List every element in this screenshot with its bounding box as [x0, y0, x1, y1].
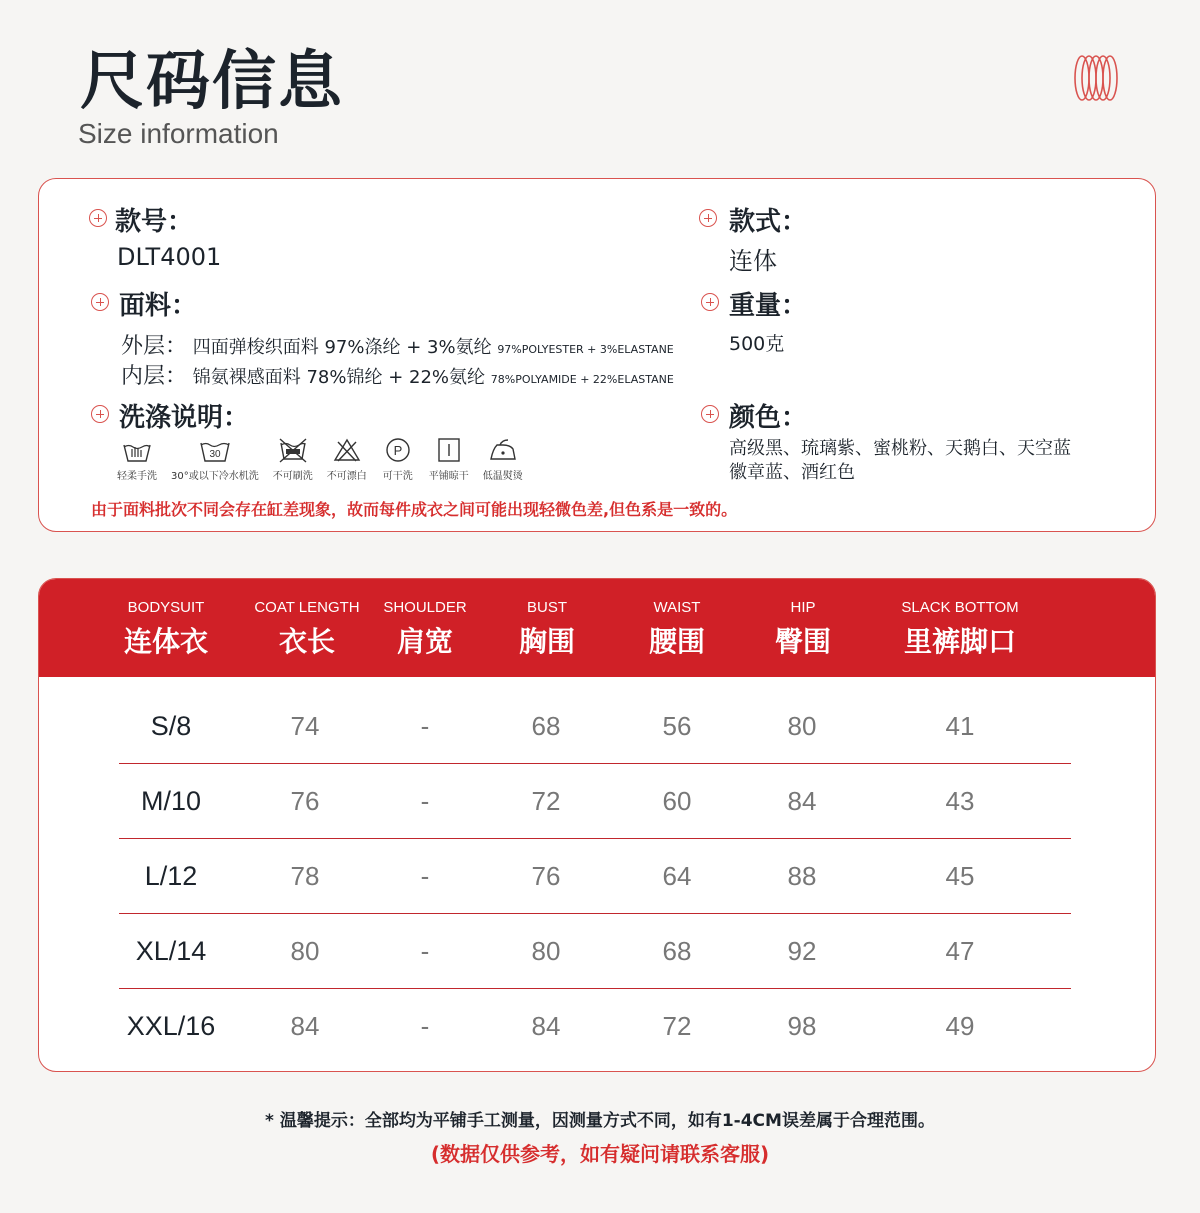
care-item: [381, 437, 415, 482]
care-text: 轻柔手洗: [117, 471, 157, 482]
coat-length-cell: 80: [290, 935, 320, 966]
col-header-bust: [519, 579, 575, 677]
slack-bottom-cell: 49: [945, 1011, 975, 1041]
wash-30-icon: [198, 437, 232, 463]
col-header-coat-length: [254, 579, 359, 677]
fabric-inner-content: 78%锦纶 + 22%氨纶: [306, 367, 486, 388]
coat-length-cell: 78: [290, 860, 320, 891]
care-item: [273, 437, 313, 482]
waist-cell: 64: [662, 860, 692, 891]
bust-cell: 72: [531, 785, 561, 816]
care-item: [429, 437, 469, 482]
care-text: 平铺晾干: [428, 471, 469, 482]
shoulder-cell: -: [420, 1011, 430, 1041]
weight-value: 500克: [729, 333, 785, 355]
dry-clean-icon: [381, 437, 415, 463]
dry-clean-letter: P: [393, 443, 403, 458]
colors-line-1: 高级黑、琉璃紫、蜜桃粉、天鹅白、天空蓝: [729, 438, 1071, 459]
plus-circle-icon: [699, 209, 717, 227]
color-difference-notice: 由于面料批次不同会存在缸差现象，故而每件成衣之间可能出现轻微色差,但色系是一致的。: [91, 500, 738, 519]
care-text: 30°或以下冷水机洗: [171, 471, 259, 482]
col-header-cn: 臀围: [774, 625, 832, 658]
slack-bottom-cell: 47: [945, 935, 975, 966]
coat-length-cell: 74: [290, 710, 320, 741]
shoulder-cell: -: [420, 935, 430, 966]
table-row: [119, 839, 1071, 914]
fabric-outer-layer: 外层：: [121, 334, 188, 359]
col-header-en: BUST: [526, 599, 568, 616]
col-header-shoulder: [383, 579, 466, 677]
size-table-header: [39, 579, 1155, 677]
bust-cell: 68: [531, 710, 561, 741]
col-header-cn: 腰围: [648, 625, 706, 658]
wash-temperature: 30: [209, 449, 221, 460]
col-header-slack-bottom: [901, 579, 1018, 677]
shoulder-cell: -: [420, 860, 430, 891]
fabric-inner: [121, 359, 674, 390]
page-subtitle: Size information: [78, 118, 279, 149]
colors-label: 颜色：: [729, 403, 808, 433]
care-instructions: [117, 437, 537, 482]
hip-cell: 98: [787, 1011, 817, 1041]
fabric-outer-content-en: 97%POLYESTER + 3%ELASTANE: [497, 343, 674, 356]
table-row: [119, 764, 1071, 839]
hip-cell: 92: [787, 935, 817, 966]
col-header-waist: [649, 579, 705, 677]
size-cell: S/8: [150, 710, 192, 741]
page-title: 尺码信息: [80, 45, 344, 119]
style-no-value: DLT4001: [117, 243, 222, 271]
no-bleach-icon: [330, 437, 364, 463]
slack-bottom-cell: 41: [945, 710, 975, 741]
col-header-en: COAT LENGTH: [254, 599, 360, 616]
red-rings-logo-icon: [1072, 52, 1120, 104]
size-cell: XXL/16: [126, 1011, 216, 1041]
col-header-en: BODYSUIT: [127, 599, 205, 616]
waist-cell: 72: [662, 1011, 692, 1041]
col-header-cn: 连体衣: [123, 625, 209, 658]
col-header-cn: 胸围: [518, 625, 576, 658]
bust-cell: 76: [531, 860, 561, 891]
care-item: [483, 437, 523, 482]
waist-cell: 56: [662, 710, 692, 741]
col-header-cn: 里裤脚口: [903, 625, 1016, 658]
care-text: 低温熨烫: [482, 471, 523, 482]
style-label: 款式：: [729, 207, 808, 237]
coat-length-cell: 76: [290, 785, 320, 816]
care-text: 不可漂白: [326, 471, 367, 482]
hip-cell: 80: [787, 710, 817, 741]
measurement-tip: * 温馨提示：全部均为平铺手工测量，因测量方式不同，如有1-4CM误差属于合理范围。: [265, 1111, 935, 1131]
reference-note: (数据仅供参考，如有疑问请联系客服): [430, 1142, 770, 1166]
low-iron-icon: [486, 437, 520, 463]
slack-bottom-cell: 43: [945, 785, 975, 816]
col-header-en: HIP: [790, 599, 816, 616]
shoulder-cell: -: [420, 710, 430, 741]
coat-length-cell: 84: [290, 1011, 320, 1041]
fabric-inner-name: 锦氨裸感面料: [192, 367, 301, 388]
weight-label: 重量：: [729, 291, 808, 321]
table-row: [119, 914, 1071, 989]
size-table: [38, 578, 1156, 1072]
product-info-card: [38, 178, 1156, 532]
fabric-inner-content-en: 78%POLYAMIDE + 22%ELASTANE: [490, 373, 674, 386]
col-header-cn: 肩宽: [396, 625, 454, 658]
fabric-outer-content: 97%涤纶 + 3%氨纶: [324, 337, 492, 358]
fabric-inner-layer: 内层：: [121, 364, 188, 389]
fabric-label: 面料：: [119, 291, 198, 321]
no-brush-icon: [276, 437, 310, 463]
waist-cell: 68: [662, 935, 692, 966]
size-cell: XL/14: [135, 935, 207, 966]
plus-circle-icon: [91, 293, 109, 311]
col-header-en: SHOULDER: [383, 599, 467, 616]
hip-cell: 84: [787, 785, 817, 816]
care-label: 洗涤说明：: [119, 403, 250, 433]
slack-bottom-cell: 45: [945, 860, 975, 891]
care-item: [117, 437, 157, 482]
bust-cell: 84: [531, 1011, 561, 1041]
colors-line-2: 徽章蓝、酒红色: [729, 462, 855, 483]
waist-cell: 60: [662, 785, 692, 816]
col-header-en: SLACK BOTTOM: [901, 599, 1019, 616]
fabric-outer-name: 四面弹梭织面料: [192, 337, 319, 358]
size-cell: L/12: [144, 860, 198, 891]
table-row: [119, 689, 1071, 764]
shoulder-cell: -: [420, 785, 430, 816]
col-header-en: WAIST: [653, 599, 701, 616]
plus-circle-icon: [701, 405, 719, 423]
hand-wash-icon: [120, 437, 154, 463]
care-text: 不可刷洗: [272, 471, 313, 482]
flat-dry-icon: [432, 437, 466, 463]
plus-circle-icon: [91, 405, 109, 423]
style-no-label: 款号：: [115, 207, 194, 237]
col-header-cn: 衣长: [278, 625, 336, 658]
care-text: 可干洗: [382, 471, 413, 482]
plus-circle-icon: [701, 293, 719, 311]
table-row: [119, 989, 1071, 1064]
fabric-outer: [121, 329, 674, 360]
care-item: [171, 437, 259, 482]
size-cell: M/10: [140, 785, 202, 816]
hip-cell: 88: [787, 860, 817, 891]
care-item: [327, 437, 367, 482]
bust-cell: 80: [531, 935, 561, 966]
plus-circle-icon: [89, 209, 107, 227]
col-header-hip: [775, 579, 831, 677]
col-header-bodysuit: [124, 579, 208, 677]
style-value: 连体: [729, 247, 777, 275]
